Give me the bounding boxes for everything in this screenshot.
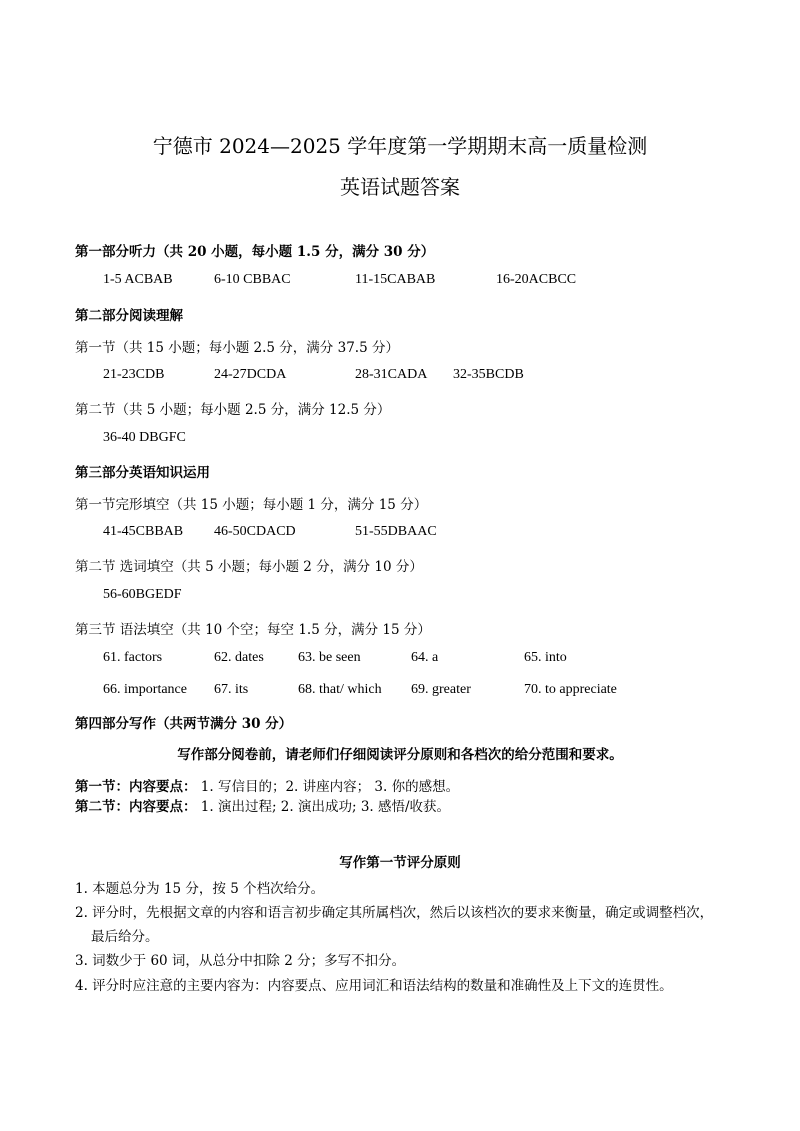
rule-item-continued: 最后给分。 xyxy=(91,929,159,945)
rule-item: 1. 本题总分为 15 分，按 5 个档次给分。 xyxy=(75,881,325,897)
document-subtitle: 英语试题答案 xyxy=(340,175,460,199)
answer-group: 16-20ACBCC xyxy=(496,272,577,287)
answer-group: 51-55DBAAC xyxy=(355,524,437,539)
answer-group: 24-27DCDA xyxy=(214,367,287,382)
writing-sec2-list: 1. 演出过程; 2. 演出成功; 3. 感悟/收获。 xyxy=(200,799,451,815)
part2-heading: 第二部分阅读理解 xyxy=(75,308,183,324)
grammar-answer: 69. greater xyxy=(411,682,471,697)
rule-item: 3. 词数少于 60 词，从总分中扣除 2 分；多写不扣分。 xyxy=(75,953,406,969)
part2-sec2-heading: 第二节（共 5 小题；每小题 2.5 分，满分 12.5 分） xyxy=(75,402,391,418)
answer-group: 36-40 DBGFC xyxy=(103,430,186,445)
document-title: 宁德市 2024—2025 学年度第一学期期末高一质量检测 xyxy=(152,134,648,158)
grammar-answer: 64. a xyxy=(411,650,439,665)
grammar-answer: 65. into xyxy=(524,650,567,665)
answer-group: 28-31CADA xyxy=(355,367,428,382)
part3-heading: 第三部分英语知识运用 xyxy=(75,465,210,481)
grammar-answer: 68. that/ which xyxy=(298,682,382,697)
writing-sec1-points xyxy=(75,775,459,795)
answer-group: 32-35BCDB xyxy=(453,367,524,382)
answer-group: 56-60BGEDF xyxy=(103,587,182,602)
grammar-answer: 67. its xyxy=(214,682,249,697)
answer-group: 21-23CDB xyxy=(103,367,165,382)
answer-group: 46-50CDACD xyxy=(214,524,296,539)
grammar-answer: 62. dates xyxy=(214,650,264,665)
grammar-answer: 61. factors xyxy=(103,650,163,665)
writing-sec1-label: 第一节：内容要点： xyxy=(75,779,197,795)
answer-group: 1-5 ACBAB xyxy=(103,272,173,287)
rule-item: 2. 评分时，先根据文章的内容和语言初步确定其所属档次，然后以该档次的要求来衡量，确定或调整档次， xyxy=(75,905,714,921)
part3-sec2-heading: 第二节 选词填空（共 5 小题；每小题 2 分，满分 10 分） xyxy=(75,559,423,575)
writing-sec2-label: 第二节：内容要点： xyxy=(75,799,197,815)
answer-group: 6-10 CBBAC xyxy=(214,272,291,287)
rule-item: 4. 评分时应注意的主要内容为：内容要点、应用词汇和语法结构的数量和准确性及上下文的连贯性。 xyxy=(75,978,673,994)
answer-group: 11-15CABAB xyxy=(355,272,436,287)
part1-heading: 第一部分听力（共 20 小题，每小题 1.5 分，满分 30 分） xyxy=(75,244,435,260)
writing-sec1-list: 1. 写信目的；2. 讲座内容； 3. 你的感想。 xyxy=(200,779,460,795)
rules-heading: 写作第一节评分原则 xyxy=(339,855,461,871)
part4-heading: 第四部分写作（共两节满分 30 分） xyxy=(75,716,293,732)
part2-sec1-heading: 第一节（共 15 小题；每小题 2.5 分，满分 37.5 分） xyxy=(75,340,399,356)
answer-group: 41-45CBBAB xyxy=(103,524,184,539)
grammar-answer: 70. to appreciate xyxy=(524,682,617,697)
writing-notice: 写作部分阅卷前，请老师们仔细阅读评分原则和各档次的给分范围和要求。 xyxy=(177,747,623,763)
writing-sec2-points xyxy=(75,795,450,815)
grammar-answer: 63. be seen xyxy=(298,650,361,665)
part3-sec1-heading: 第一节完形填空（共 15 小题；每小题 1 分，满分 15 分） xyxy=(75,497,428,513)
grammar-answer: 66. importance xyxy=(103,682,187,697)
part3-sec3-heading: 第三节 语法填空（共 10 个空；每空 1.5 分，满分 15 分） xyxy=(75,622,431,638)
